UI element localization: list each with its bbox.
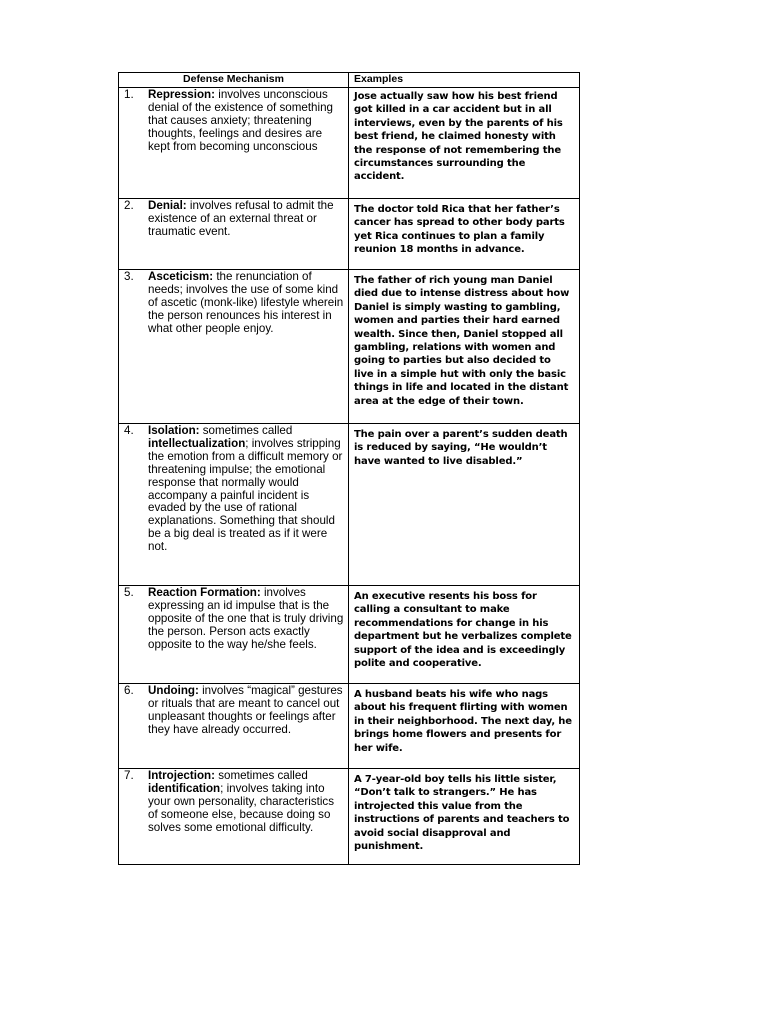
mechanism-alt-term: identification bbox=[148, 781, 221, 795]
row-number: 4. bbox=[124, 424, 134, 437]
mechanism-description bbox=[148, 89, 344, 154]
row-number: 7. bbox=[124, 769, 134, 782]
mechanism-description bbox=[148, 425, 344, 554]
header-examples: Examples bbox=[349, 73, 580, 88]
mechanism-term: Repression: bbox=[148, 88, 216, 101]
mechanism-desc: sometimes called bbox=[199, 424, 293, 437]
mechanism-description bbox=[148, 770, 344, 835]
table-row bbox=[119, 684, 580, 769]
mechanism-desc: sometimes called bbox=[214, 769, 308, 782]
mechanism-desc: involves expressing an id impulse that is the opposite of the one that is truly driving the person. Person acts exactly opposite to the way he/she feels. bbox=[148, 586, 344, 651]
example-cell: The doctor told Rica that her father’s cancer has spread to other body parts yet Rica continues to plan a family reunion 18 months in advance. bbox=[349, 199, 580, 270]
row-number: 1. bbox=[124, 88, 134, 101]
mechanism-term: Isolation: bbox=[148, 424, 200, 437]
table-row bbox=[119, 769, 580, 865]
mechanism-term: Asceticism: bbox=[148, 270, 214, 283]
mechanism-desc-cont: ; involves taking into your own personality, characteristics of someone else, because doing so solves some emotional difficulty. bbox=[148, 781, 335, 834]
mechanism-desc: the renunciation of needs; involves the use of some kind of ascetic (monk-like) lifestyle wherein the person renounces his interest in what other people enjoy. bbox=[148, 270, 344, 335]
table-row bbox=[119, 88, 580, 199]
example-cell: A husband beats his wife who nags about his frequent flirting with women in their neighborhood. The next day, he brings home flowers and presents for her wife. bbox=[349, 684, 580, 769]
mechanism-cell bbox=[119, 199, 349, 270]
example-cell: The pain over a parent’s sudden death is reduced by saying, “He wouldn’t have wanted to live disabled.” bbox=[349, 424, 580, 586]
example-cell: Jose actually saw how his best friend got killed in a car accident but in all interviews, even by the parents of his best friend, he claimed honesty with the response of not remembering the circumstances surrounding the accident. bbox=[349, 88, 580, 199]
mechanism-description bbox=[148, 587, 344, 652]
mechanism-desc: involves unconscious denial of the existence of something that causes anxiety; threatening thoughts, feelings and desires are kept from becoming unconscious bbox=[148, 88, 333, 153]
mechanism-description bbox=[148, 685, 344, 737]
mechanism-desc: involves refusal to admit the existence of an external threat or traumatic event. bbox=[148, 199, 334, 238]
table-row bbox=[119, 424, 580, 586]
row-number: 3. bbox=[124, 270, 134, 283]
table-header-row bbox=[119, 73, 580, 88]
example-cell: A 7-year-old boy tells his little sister, “Don’t talk to strangers.” He has introjected this value from the instructions of parents and teachers to avoid social disapproval and punishment. bbox=[349, 769, 580, 865]
row-number: 6. bbox=[124, 684, 134, 697]
mechanism-cell bbox=[119, 586, 349, 684]
header-defense-mechanism: Defense Mechanism bbox=[119, 73, 349, 88]
mechanism-cell bbox=[119, 684, 349, 769]
mechanism-desc-cont: ; involves stripping the emotion from a difficult memory or threatening impulse; the emotional response that normally would accompany a painful incident is evaded by the use of rational explanations. Something that should be a big deal is treated as if it were not. bbox=[148, 436, 343, 554]
table-row bbox=[119, 199, 580, 270]
example-cell: An executive resents his boss for calling a consultant to make recommendations for change in his department but he verbalizes complete support of the idea and is exceedingly polite and cooperative. bbox=[349, 586, 580, 684]
defense-mechanism-table bbox=[118, 72, 580, 865]
table-row bbox=[119, 270, 580, 424]
mechanism-desc: involves “magical” gestures or rituals that are meant to cancel out unpleasant thoughts or feelings after they have already occurred. bbox=[148, 684, 343, 736]
mechanism-description bbox=[148, 271, 344, 336]
mechanism-cell bbox=[119, 769, 349, 865]
mechanism-cell bbox=[119, 270, 349, 424]
mechanism-term: Introjection: bbox=[148, 769, 215, 782]
example-cell: The father of rich young man Daniel died due to intense distress about how Daniel is simply wasting to gambling, women and parties their hard earned wealth. Since then, Daniel stopped all gambling, relations with women and going to parties but also decided to live in a simple hut with only the basic things in life and located in the distant area at the edge of their town. bbox=[349, 270, 580, 424]
mechanism-cell bbox=[119, 88, 349, 199]
mechanism-alt-term: intellectualization bbox=[148, 436, 246, 450]
mechanism-cell bbox=[119, 424, 349, 586]
mechanism-term: Undoing: bbox=[148, 684, 199, 697]
mechanism-term: Denial: bbox=[148, 199, 187, 212]
mechanism-term: Reaction Formation: bbox=[148, 586, 261, 599]
row-number: 5. bbox=[124, 586, 134, 599]
mechanism-description bbox=[148, 200, 344, 239]
row-number: 2. bbox=[124, 199, 134, 212]
table-row bbox=[119, 586, 580, 684]
